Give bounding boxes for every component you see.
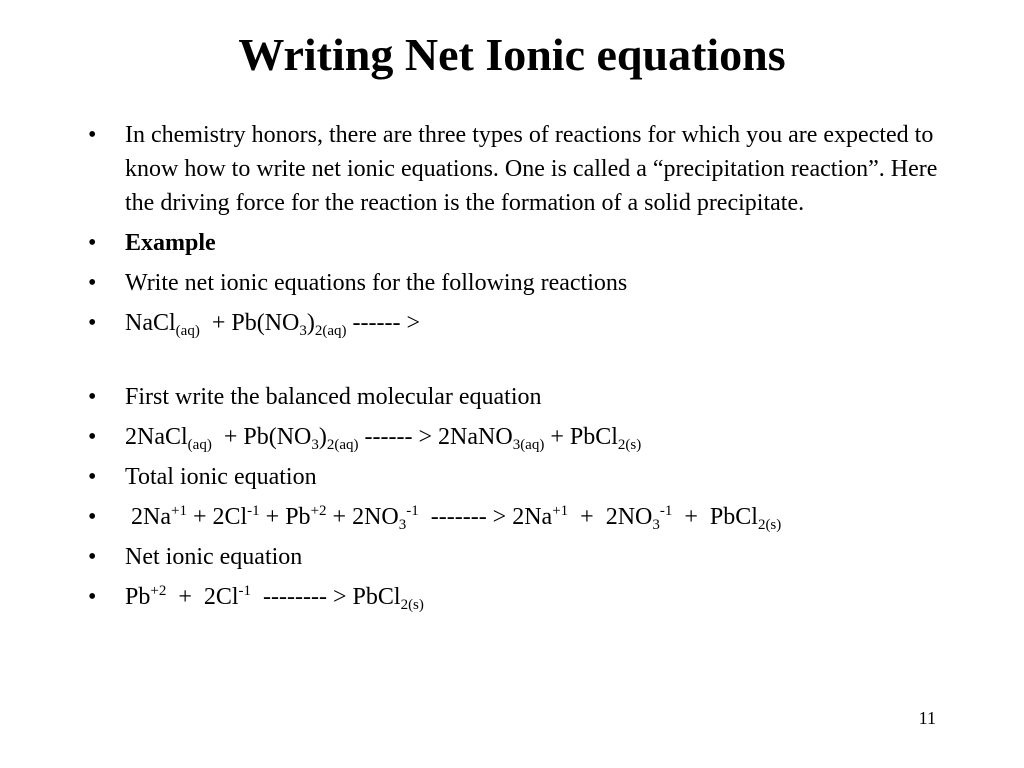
bullet-total-ionic-label	[88, 460, 938, 494]
bullet-text: In chemistry honors, there are three types of reactions for which you are expected to know how to write net ionic equations. One is called a “precipitation reaction”. Here the driving force for the reaction is the formation of a solid precipitate.	[125, 122, 938, 216]
page-number: 11	[918, 708, 936, 728]
bullet-icon: •	[88, 504, 97, 530]
bullet-text: Total ionic equation	[125, 464, 317, 490]
bullet-icon: •	[88, 122, 97, 148]
bullet-instruction	[88, 266, 938, 300]
bullet-icon: •	[88, 464, 97, 490]
bullet-icon: •	[88, 270, 97, 296]
bullet-net-ionic-label	[88, 540, 938, 574]
equation-molecular: 2NaCl$_{(aq)}$ + $Pb(NO_3)_{2(aq)}$ ------ > 2NaNO$_{3(aq)}$ + PbCl$_{2(s)}$	[125, 424, 642, 453]
bullet-molecular-intro	[88, 380, 938, 414]
bullet-icon: •	[88, 310, 97, 336]
bullet-icon: •	[88, 584, 97, 610]
bullet-text: Net ionic equation	[125, 544, 303, 570]
bullet-text: Example	[125, 230, 216, 256]
bullet-intro	[88, 118, 938, 220]
bullet-text: First write the balanced molecular equation	[125, 384, 542, 410]
bullet-icon: •	[88, 544, 97, 570]
bullet-icon: •	[88, 424, 97, 450]
bullet-text: Write net ionic equations for the following reactions	[125, 270, 628, 296]
bullet-list	[88, 118, 938, 620]
equation-reaction: NaCl$_{(aq)}$ + $Pb(NO_3)_{2(aq)}$ ------ >	[125, 310, 421, 339]
bullet-net-ionic-equation	[88, 580, 938, 614]
bullet-molecular-equation	[88, 420, 938, 454]
slide-title: Writing Net Ionic equations	[238, 29, 786, 80]
bullet-reaction	[88, 306, 938, 340]
bullet-total-ionic-equation	[88, 500, 938, 534]
equation-total-ionic: $2Na^{+1} + 2Cl^{-1} + Pb^{+2} + 2NO_3^{-1}$ ------- > $2Na^{+1} + 2NO_3^{-1}$ + PbCl$_{2(s)}$	[131, 503, 782, 533]
equation-net-ionic: $Pb^{+2} + 2Cl^{-1}$ -------- > PbCl$_{2(s)}$	[125, 583, 424, 613]
bullet-icon: •	[88, 384, 97, 410]
bullet-example	[88, 226, 938, 260]
bullet-icon: •	[88, 230, 97, 256]
